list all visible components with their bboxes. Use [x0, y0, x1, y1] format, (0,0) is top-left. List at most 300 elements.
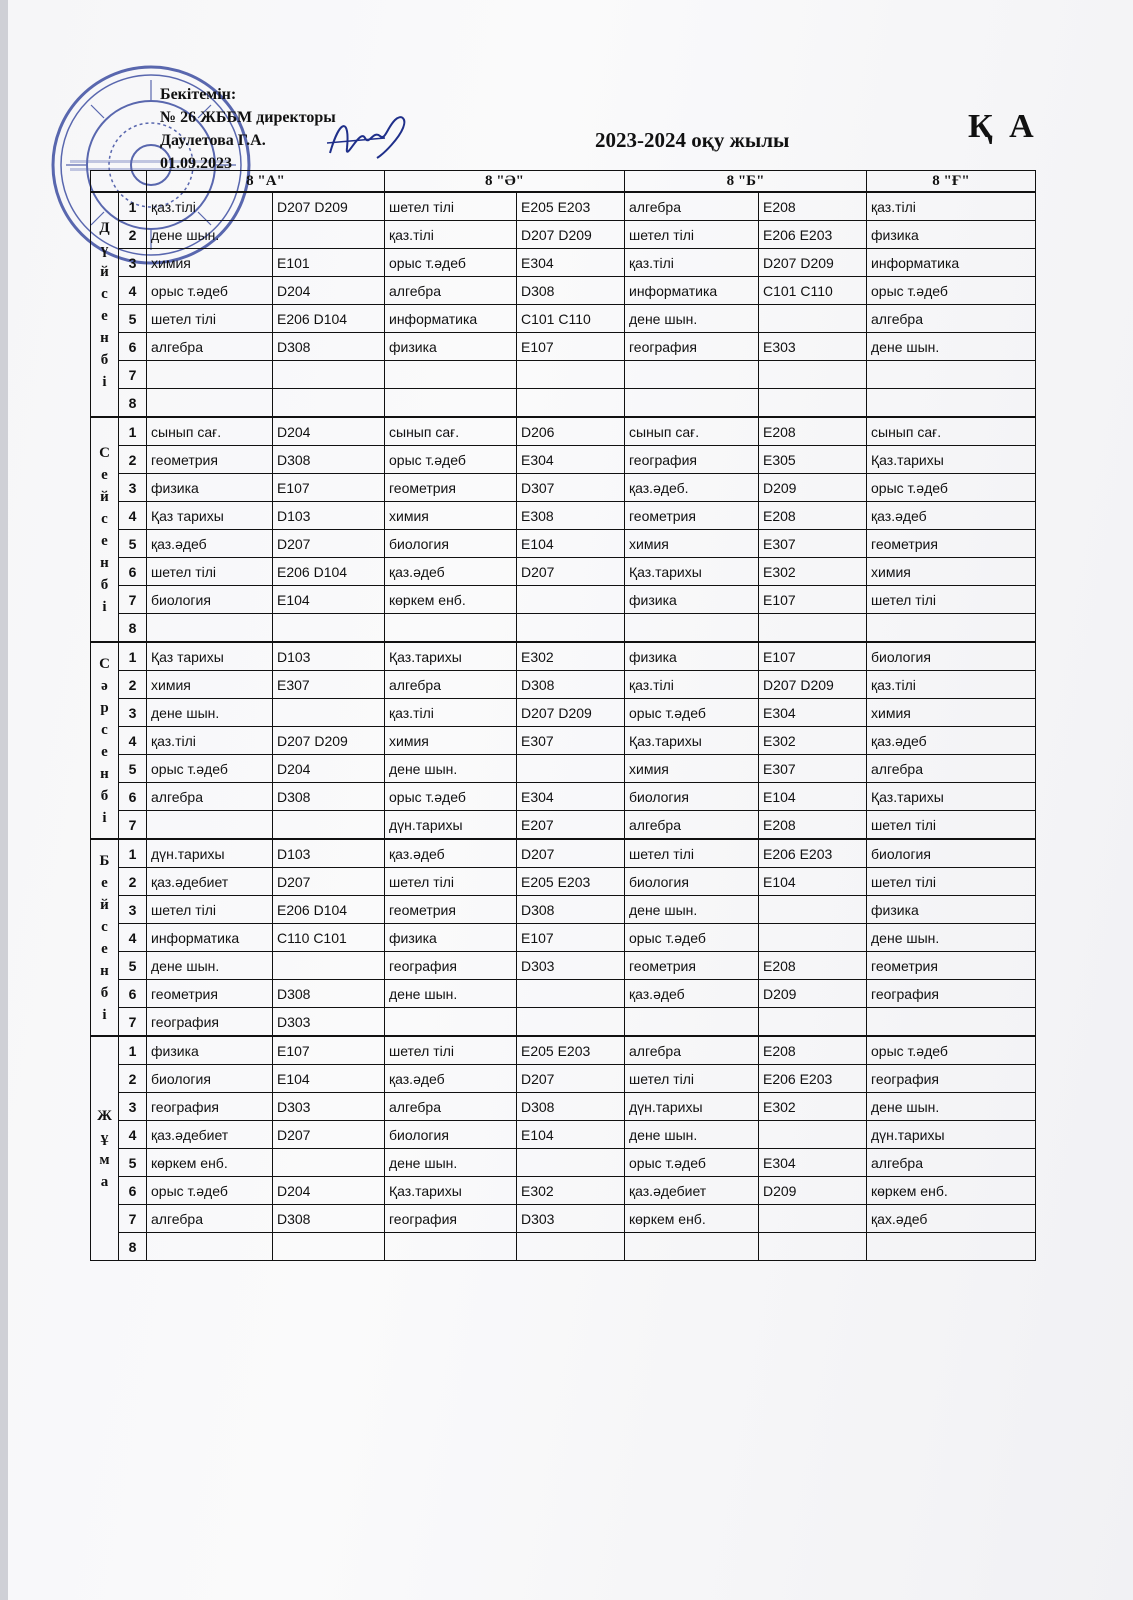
lesson-number: 7 — [119, 1008, 147, 1037]
subject-cell: информатика — [625, 277, 759, 305]
lesson-row — [91, 446, 1036, 474]
subject-cell: орыс т.әдеб — [867, 474, 1036, 502]
subject-cell: дене шын. — [867, 1093, 1036, 1121]
room-cell — [517, 1233, 625, 1261]
subject-cell: информатика — [385, 305, 517, 333]
subject-cell: шетел тілі — [147, 896, 273, 924]
subject-cell: қаз.тілі — [147, 727, 273, 755]
room-cell: E307 — [759, 530, 867, 558]
room-cell: E107 — [273, 1036, 385, 1065]
lesson-number: 1 — [119, 839, 147, 868]
room-cell — [273, 614, 385, 643]
room-cell: E101 — [273, 249, 385, 277]
subject-cell: көркем енб. — [385, 586, 517, 614]
room-cell — [273, 389, 385, 418]
room-cell: E302 — [759, 727, 867, 755]
subject-cell: дене шын. — [867, 924, 1036, 952]
subject-cell: химия — [147, 671, 273, 699]
lesson-number: 4 — [119, 1121, 147, 1149]
lesson-row — [91, 1149, 1036, 1177]
room-cell: E104 — [273, 1065, 385, 1093]
room-cell — [273, 1233, 385, 1261]
room-cell: E206 E203 — [759, 221, 867, 249]
lesson-number: 6 — [119, 1177, 147, 1205]
room-cell: E206 D104 — [273, 558, 385, 586]
subject-cell: география — [147, 1093, 273, 1121]
lesson-row — [91, 305, 1036, 333]
lesson-number: 8 — [119, 614, 147, 643]
lesson-row — [91, 558, 1036, 586]
room-cell: D206 — [517, 417, 625, 446]
subject-cell — [147, 811, 273, 840]
subject-cell: шетел тілі — [385, 192, 517, 221]
subject-cell: биология — [385, 1121, 517, 1149]
subject-cell — [385, 1233, 517, 1261]
subject-cell: қаз.әдебиет — [625, 1177, 759, 1205]
subject-cell: физика — [385, 924, 517, 952]
subject-cell: шетел тілі — [385, 1036, 517, 1065]
lesson-number: 7 — [119, 811, 147, 840]
lesson-number: 1 — [119, 642, 147, 671]
subject-cell: шетел тілі — [867, 586, 1036, 614]
room-cell: E304 — [759, 699, 867, 727]
subject-cell: сынып сағ. — [625, 417, 759, 446]
subject-cell: қаз.тілі — [385, 221, 517, 249]
room-cell — [517, 389, 625, 418]
room-cell: D207 — [273, 1121, 385, 1149]
room-cell: D303 — [273, 1008, 385, 1037]
subject-cell: химия — [385, 727, 517, 755]
lesson-number: 5 — [119, 755, 147, 783]
room-cell — [273, 699, 385, 727]
lesson-number: 2 — [119, 868, 147, 896]
room-cell: D308 — [517, 896, 625, 924]
room-cell: D308 — [517, 1093, 625, 1121]
subject-cell: қаз.тілі — [147, 192, 273, 221]
subject-cell: қаз.тілі — [867, 671, 1036, 699]
subject-cell — [385, 389, 517, 418]
subject-cell — [147, 614, 273, 643]
subject-cell — [625, 614, 759, 643]
subject-cell: шетел тілі — [147, 305, 273, 333]
subject-cell: орыс т.әдеб — [147, 755, 273, 783]
subject-cell: қаз.әдеб — [867, 502, 1036, 530]
subject-cell: алгебра — [867, 305, 1036, 333]
subject-cell: физика — [625, 586, 759, 614]
subject-cell: дене шын. — [147, 699, 273, 727]
subject-cell: дене шын. — [625, 305, 759, 333]
subject-cell: геометрия — [147, 446, 273, 474]
director-title: № 26 ЖББМ директоры — [160, 109, 336, 126]
room-cell: D204 — [273, 417, 385, 446]
subject-cell: алгебра — [867, 755, 1036, 783]
subject-cell: география — [867, 1065, 1036, 1093]
room-cell: D207 D209 — [759, 249, 867, 277]
subject-cell: шетел тілі — [867, 811, 1036, 840]
room-cell — [759, 1121, 867, 1149]
subject-cell: физика — [867, 221, 1036, 249]
subject-cell: қаз.әдебиет — [147, 868, 273, 896]
room-cell — [759, 1008, 867, 1037]
class-header-8ae: 8 "Ә" — [385, 171, 625, 193]
subject-cell: шетел тілі — [625, 839, 759, 868]
lesson-number: 3 — [119, 896, 147, 924]
room-cell — [517, 755, 625, 783]
class-header-8b: 8 "Б" — [625, 171, 867, 193]
room-cell: D207 — [273, 530, 385, 558]
subject-cell — [385, 361, 517, 389]
room-cell: D303 — [517, 952, 625, 980]
room-cell: E104 — [517, 530, 625, 558]
subject-cell: сынып сағ. — [385, 417, 517, 446]
room-cell: E206 E203 — [759, 839, 867, 868]
subject-cell: орыс т.әдеб — [625, 1149, 759, 1177]
room-cell — [759, 389, 867, 418]
lesson-row — [91, 1205, 1036, 1233]
subject-cell: физика — [147, 1036, 273, 1065]
lesson-row — [91, 755, 1036, 783]
lesson-number: 3 — [119, 699, 147, 727]
lesson-number: 2 — [119, 221, 147, 249]
lesson-row — [91, 417, 1036, 446]
room-cell: E302 — [759, 558, 867, 586]
lesson-row — [91, 530, 1036, 558]
subject-cell — [625, 361, 759, 389]
room-cell: D207 — [517, 839, 625, 868]
schedule-table — [90, 170, 1036, 1261]
subject-cell: геометрия — [625, 952, 759, 980]
subject-cell: алгебра — [625, 811, 759, 840]
subject-cell: биология — [147, 586, 273, 614]
room-cell: D207 D209 — [273, 727, 385, 755]
subject-cell: орыс т.әдеб — [385, 783, 517, 811]
room-cell — [273, 952, 385, 980]
room-cell: E107 — [517, 924, 625, 952]
subject-cell: орыс т.әдеб — [385, 249, 517, 277]
lesson-row — [91, 699, 1036, 727]
room-cell — [759, 896, 867, 924]
class-header-row — [91, 171, 1036, 193]
subject-cell: сынып сағ. — [147, 417, 273, 446]
subject-cell: орыс т.әдеб — [147, 277, 273, 305]
room-cell: C101 C110 — [759, 277, 867, 305]
subject-cell: химия — [147, 249, 273, 277]
lesson-row — [91, 924, 1036, 952]
subject-cell: қаз.әдеб — [867, 727, 1036, 755]
room-cell: E302 — [759, 1093, 867, 1121]
subject-cell: физика — [867, 896, 1036, 924]
lesson-number: 1 — [119, 1036, 147, 1065]
subject-cell: қах.әдеб — [867, 1205, 1036, 1233]
room-cell: E208 — [759, 417, 867, 446]
room-cell: D207 D209 — [517, 221, 625, 249]
subject-cell — [867, 1233, 1036, 1261]
room-cell: E104 — [517, 1121, 625, 1149]
subject-cell: география — [385, 1205, 517, 1233]
room-cell — [273, 361, 385, 389]
room-cell: E104 — [759, 783, 867, 811]
day-label: С е й с е н б і — [91, 417, 119, 642]
lesson-row — [91, 277, 1036, 305]
lesson-number: 7 — [119, 586, 147, 614]
subject-cell: Қаз.тарихы — [867, 446, 1036, 474]
subject-cell: дүн.тарихы — [385, 811, 517, 840]
room-cell: E207 — [517, 811, 625, 840]
room-cell: E208 — [759, 192, 867, 221]
academic-year-title: 2023-2024 оқу жылы — [595, 128, 790, 152]
room-cell: E304 — [517, 446, 625, 474]
subject-cell — [625, 389, 759, 418]
room-cell: E104 — [273, 586, 385, 614]
subject-cell: алгебра — [625, 192, 759, 221]
approval-title: Бекітемін: — [160, 86, 237, 103]
room-cell — [517, 614, 625, 643]
subject-cell: геометрия — [867, 530, 1036, 558]
subject-cell: биология — [625, 783, 759, 811]
subject-cell: орыс т.әдеб — [385, 446, 517, 474]
subject-cell: қаз.әдеб — [147, 530, 273, 558]
subject-cell: дене шын. — [867, 333, 1036, 361]
room-cell: E208 — [759, 811, 867, 840]
subject-cell — [147, 389, 273, 418]
subject-cell: химия — [867, 699, 1036, 727]
room-cell: D303 — [517, 1205, 625, 1233]
room-cell: E205 E203 — [517, 868, 625, 896]
lesson-number: 5 — [119, 305, 147, 333]
page-edge-shadow — [0, 0, 8, 1600]
lesson-row — [91, 671, 1036, 699]
subject-cell: дене шын. — [625, 1121, 759, 1149]
subject-cell — [385, 1008, 517, 1037]
room-cell — [759, 305, 867, 333]
room-cell: D308 — [273, 783, 385, 811]
subject-cell: шетел тілі — [867, 868, 1036, 896]
room-cell: E107 — [759, 586, 867, 614]
director-name: Даулетова Г.А. — [160, 132, 266, 149]
lesson-number: 2 — [119, 671, 147, 699]
subject-cell: қаз.әдебиет — [147, 1121, 273, 1149]
subject-cell: геометрия — [385, 474, 517, 502]
subject-cell — [147, 1233, 273, 1261]
room-cell: D308 — [273, 446, 385, 474]
subject-cell: физика — [147, 474, 273, 502]
subject-cell: дене шын. — [147, 952, 273, 980]
room-cell — [517, 1008, 625, 1037]
room-cell — [759, 614, 867, 643]
room-cell — [759, 924, 867, 952]
class-header-8a: 8 "А" — [147, 171, 385, 193]
room-cell — [273, 811, 385, 840]
room-cell: E208 — [759, 1036, 867, 1065]
lesson-row — [91, 811, 1036, 840]
subject-cell: биология — [867, 642, 1036, 671]
subject-cell: қаз.әдеб. — [625, 474, 759, 502]
lesson-number: 6 — [119, 333, 147, 361]
subject-cell: қаз.әдеб — [385, 1065, 517, 1093]
lesson-number: 8 — [119, 389, 147, 418]
room-cell — [517, 361, 625, 389]
approval-block — [160, 83, 336, 175]
room-cell: D308 — [273, 1205, 385, 1233]
subject-cell: химия — [867, 558, 1036, 586]
corner-letters: Қ А — [968, 108, 1038, 145]
subject-cell: география — [385, 952, 517, 980]
room-cell: E304 — [517, 783, 625, 811]
subject-cell — [625, 1233, 759, 1261]
lesson-number: 1 — [119, 192, 147, 221]
room-cell — [273, 221, 385, 249]
signature-icon — [325, 108, 415, 168]
room-cell: E304 — [517, 249, 625, 277]
room-cell: D207 — [273, 868, 385, 896]
lesson-row — [91, 502, 1036, 530]
room-cell: C110 C101 — [273, 924, 385, 952]
lesson-row — [91, 1036, 1036, 1065]
subject-cell: биология — [385, 530, 517, 558]
room-cell: D307 — [517, 474, 625, 502]
room-cell: E107 — [759, 642, 867, 671]
room-cell: E307 — [273, 671, 385, 699]
subject-cell: алгебра — [147, 1205, 273, 1233]
lesson-number: 6 — [119, 980, 147, 1008]
room-cell: C101 C110 — [517, 305, 625, 333]
room-cell — [273, 1149, 385, 1177]
subject-cell: дене шын. — [385, 755, 517, 783]
subject-cell: Қаз тарихы — [147, 502, 273, 530]
lesson-row — [91, 192, 1036, 221]
subject-cell — [625, 1008, 759, 1037]
room-cell: D303 — [273, 1093, 385, 1121]
room-cell: D308 — [273, 333, 385, 361]
subject-cell: дүн.тарихы — [147, 839, 273, 868]
subject-cell: геометрия — [385, 896, 517, 924]
subject-cell: қаз.әдеб — [625, 980, 759, 1008]
room-cell: E206 D104 — [273, 896, 385, 924]
subject-cell: дене шын. — [385, 1149, 517, 1177]
room-cell: E107 — [273, 474, 385, 502]
subject-cell: дүн.тарихы — [625, 1093, 759, 1121]
subject-cell: Қаз.тарихы — [385, 1177, 517, 1205]
subject-cell — [147, 361, 273, 389]
subject-cell: алгебра — [385, 277, 517, 305]
subject-cell: Қаз.тарихы — [625, 558, 759, 586]
room-cell: E307 — [759, 755, 867, 783]
subject-cell: шетел тілі — [147, 558, 273, 586]
subject-cell: география — [625, 333, 759, 361]
lesson-row — [91, 333, 1036, 361]
subject-cell — [867, 614, 1036, 643]
subject-cell — [867, 389, 1036, 418]
room-cell: E208 — [759, 502, 867, 530]
subject-cell: биология — [867, 839, 1036, 868]
subject-cell: дене шын. — [147, 221, 273, 249]
subject-cell: қаз.тілі — [867, 192, 1036, 221]
room-cell: E205 E203 — [517, 192, 625, 221]
lesson-row — [91, 1121, 1036, 1149]
lesson-number: 5 — [119, 1149, 147, 1177]
subject-cell: геометрия — [147, 980, 273, 1008]
room-cell: E302 — [517, 642, 625, 671]
room-cell: E104 — [759, 868, 867, 896]
lesson-number: 1 — [119, 417, 147, 446]
lesson-row — [91, 896, 1036, 924]
room-cell: E308 — [517, 502, 625, 530]
subject-cell: Қаз.тарихы — [625, 727, 759, 755]
lesson-number: 7 — [119, 1205, 147, 1233]
approval-date: 01.09.2023 — [160, 155, 232, 172]
lesson-number: 3 — [119, 249, 147, 277]
subject-cell: физика — [385, 333, 517, 361]
subject-cell: орыс т.әдеб — [625, 699, 759, 727]
subject-cell: химия — [625, 755, 759, 783]
room-cell: D209 — [759, 980, 867, 1008]
lesson-row — [91, 868, 1036, 896]
room-cell — [759, 1233, 867, 1261]
subject-cell: география — [867, 980, 1036, 1008]
lesson-row — [91, 727, 1036, 755]
room-cell: D207 D209 — [759, 671, 867, 699]
subject-cell: шетел тілі — [385, 868, 517, 896]
corner-cell — [91, 171, 147, 193]
room-cell: D308 — [517, 671, 625, 699]
subject-cell: қаз.әдеб — [385, 839, 517, 868]
subject-cell: сынып сағ. — [867, 417, 1036, 446]
subject-cell: информатика — [147, 924, 273, 952]
lesson-number: 4 — [119, 277, 147, 305]
lesson-row — [91, 1065, 1036, 1093]
subject-cell: орыс т.әдеб — [867, 277, 1036, 305]
room-cell — [759, 361, 867, 389]
room-cell: D207 D209 — [517, 699, 625, 727]
lesson-row — [91, 1008, 1036, 1037]
lesson-number: 4 — [119, 924, 147, 952]
lesson-number: 2 — [119, 446, 147, 474]
subject-cell: биология — [625, 868, 759, 896]
room-cell: E307 — [517, 727, 625, 755]
subject-cell: дене шын. — [385, 980, 517, 1008]
room-cell: E107 — [517, 333, 625, 361]
lesson-row — [91, 1233, 1036, 1261]
room-cell: D204 — [273, 277, 385, 305]
room-cell: E206 D104 — [273, 305, 385, 333]
lesson-row — [91, 1093, 1036, 1121]
lesson-number: 6 — [119, 558, 147, 586]
room-cell — [517, 586, 625, 614]
room-cell — [517, 1149, 625, 1177]
lesson-row — [91, 389, 1036, 418]
subject-cell: химия — [385, 502, 517, 530]
subject-cell: дүн.тарихы — [867, 1121, 1036, 1149]
subject-cell — [867, 361, 1036, 389]
room-cell: E303 — [759, 333, 867, 361]
lesson-number: 4 — [119, 727, 147, 755]
subject-cell: информатика — [867, 249, 1036, 277]
subject-cell: шетел тілі — [625, 1065, 759, 1093]
lesson-number: 5 — [119, 952, 147, 980]
room-cell: D209 — [759, 1177, 867, 1205]
room-cell: E305 — [759, 446, 867, 474]
subject-cell: алгебра — [147, 333, 273, 361]
subject-cell — [385, 614, 517, 643]
room-cell: E208 — [759, 952, 867, 980]
subject-cell: қаз.әдеб — [385, 558, 517, 586]
subject-cell: алгебра — [625, 1036, 759, 1065]
subject-cell: Қаз.тарихы — [867, 783, 1036, 811]
lesson-row — [91, 249, 1036, 277]
subject-cell: Қаз тарихы — [147, 642, 273, 671]
subject-cell — [867, 1008, 1036, 1037]
subject-cell: география — [147, 1008, 273, 1037]
